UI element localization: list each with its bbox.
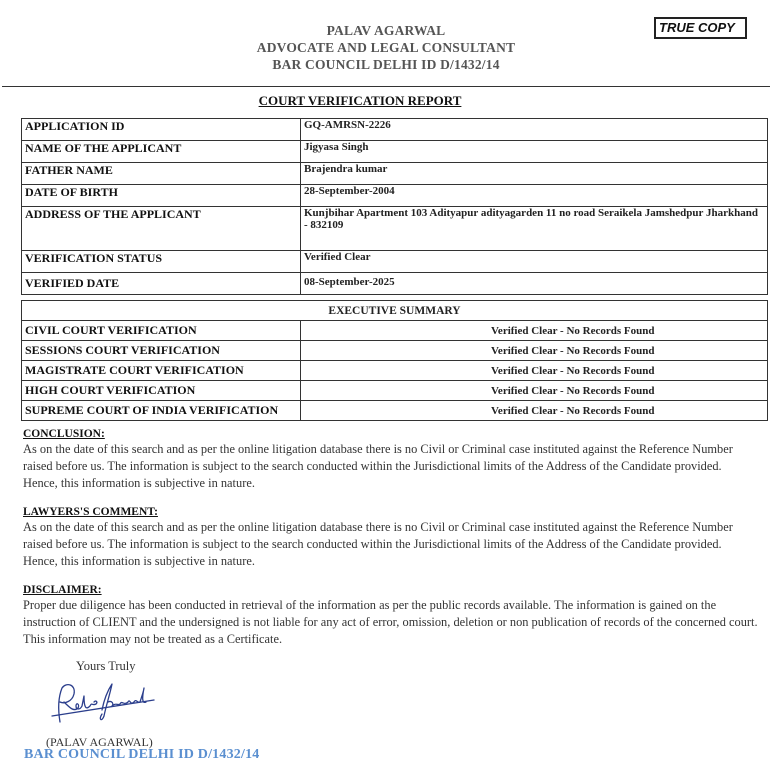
row-label: ADDRESS OF THE APPLICANT <box>22 207 301 251</box>
row-value: Verified Clear - No Records Found <box>301 341 768 361</box>
row-label: APPLICATION ID <box>22 119 301 141</box>
disclaimer-text: Proper due diligence has been conducted in retrieval of the information as per the public records available. The information is gained on the instruction of CLIENT and the undersigned is not liable for any act of error, omission, deletion or non publication of records of the concerned court. This information may not be treated as a Certificate. <box>23 598 758 646</box>
conclusion-heading: CONCLUSION: <box>23 428 105 440</box>
handwritten-signature <box>46 676 158 728</box>
row-label: VERIFIED DATE <box>22 273 301 295</box>
row-value: GQ-AMRSN-2226 <box>301 119 768 141</box>
row-label: SUPREME COURT OF INDIA VERIFICATION <box>22 401 301 421</box>
table-row <box>22 185 768 207</box>
table-row <box>22 273 768 295</box>
applicant-details-table <box>21 118 768 295</box>
executive-summary-table <box>21 300 768 421</box>
row-value: Brajendra kumar <box>301 163 768 185</box>
signatory-name: (PALAV AGARWAL) <box>46 735 153 749</box>
disclaimer-heading: DISCLAIMER: <box>23 584 102 596</box>
report-title: COURT VERIFICATION REPORT <box>258 93 462 108</box>
lawyers-comment-text: As on the date of this search and as per the online litigation database there is no Civil or Criminal case instituted against the Reference Number raised before us. The information is subject to the search conducted within the Jurisdictional limits of the Address of the Candidate provided. Hence, this information is subjective in nature. <box>23 520 733 568</box>
row-value: 28-September-2004 <box>301 185 768 207</box>
disclaimer-section <box>23 583 758 648</box>
row-value: Jigyasa Singh <box>301 141 768 163</box>
row-label: DATE OF BIRTH <box>22 185 301 207</box>
row-value: Verified Clear - No Records Found <box>301 321 768 341</box>
table-row <box>22 207 768 251</box>
row-label: CIVIL COURT VERIFICATION <box>22 321 301 341</box>
row-value: 08-September-2025 <box>301 273 768 295</box>
row-label: NAME OF THE APPLICANT <box>22 141 301 163</box>
advocate-bar-id: BAR COUNCIL DELHI ID D/1432/14 <box>272 57 500 72</box>
signatory-bar-id: BAR COUNCIL DELHI ID D/1432/14 <box>24 747 260 762</box>
summary-heading: EXECUTIVE SUMMARY <box>22 301 768 321</box>
table-row <box>22 361 768 381</box>
row-value: Verified Clear - No Records Found <box>301 381 768 401</box>
row-label: SESSIONS COURT VERIFICATION <box>22 341 301 361</box>
conclusion-text: As on the date of this search and as per the online litigation database there is no Civil or Criminal case instituted against the Reference Number raised before us. The information is subject to the search conducted within the Jurisdictional limits of the Address of the Candidate provided. Hence, this information is subjective in nature. <box>23 442 733 490</box>
table-row <box>22 141 768 163</box>
table-row <box>22 321 768 341</box>
row-value: Verified Clear - No Records Found <box>301 401 768 421</box>
row-value: Kunjbihar Apartment 103 Adityapur adityagarden 11 no road Seraikela Jamshedpur Jharkhand - 832109 <box>301 207 768 251</box>
table-row <box>22 381 768 401</box>
table-row <box>22 119 768 141</box>
table-row <box>22 301 768 321</box>
table-row <box>22 251 768 273</box>
row-value: Verified Clear <box>301 251 768 273</box>
lawyers-comment-heading: LAWYERS'S COMMENT: <box>23 506 158 518</box>
advocate-name: PALAV AGARWAL <box>326 23 446 38</box>
row-label: HIGH COURT VERIFICATION <box>22 381 301 401</box>
row-value: Verified Clear - No Records Found <box>301 361 768 381</box>
advocate-designation: ADVOCATE AND LEGAL CONSULTANT <box>256 40 516 55</box>
row-label: FATHER NAME <box>22 163 301 185</box>
true-copy-stamp: TRUE COPY <box>654 17 747 39</box>
row-label: MAGISTRATE COURT VERIFICATION <box>22 361 301 381</box>
table-row <box>22 163 768 185</box>
lawyers-comment-section <box>23 505 758 570</box>
row-label: VERIFICATION STATUS <box>22 251 301 273</box>
conclusion-section <box>23 427 758 492</box>
header-divider <box>2 86 770 87</box>
table-row <box>22 341 768 361</box>
closing-greeting: Yours Truly <box>76 659 136 673</box>
table-row <box>22 401 768 421</box>
